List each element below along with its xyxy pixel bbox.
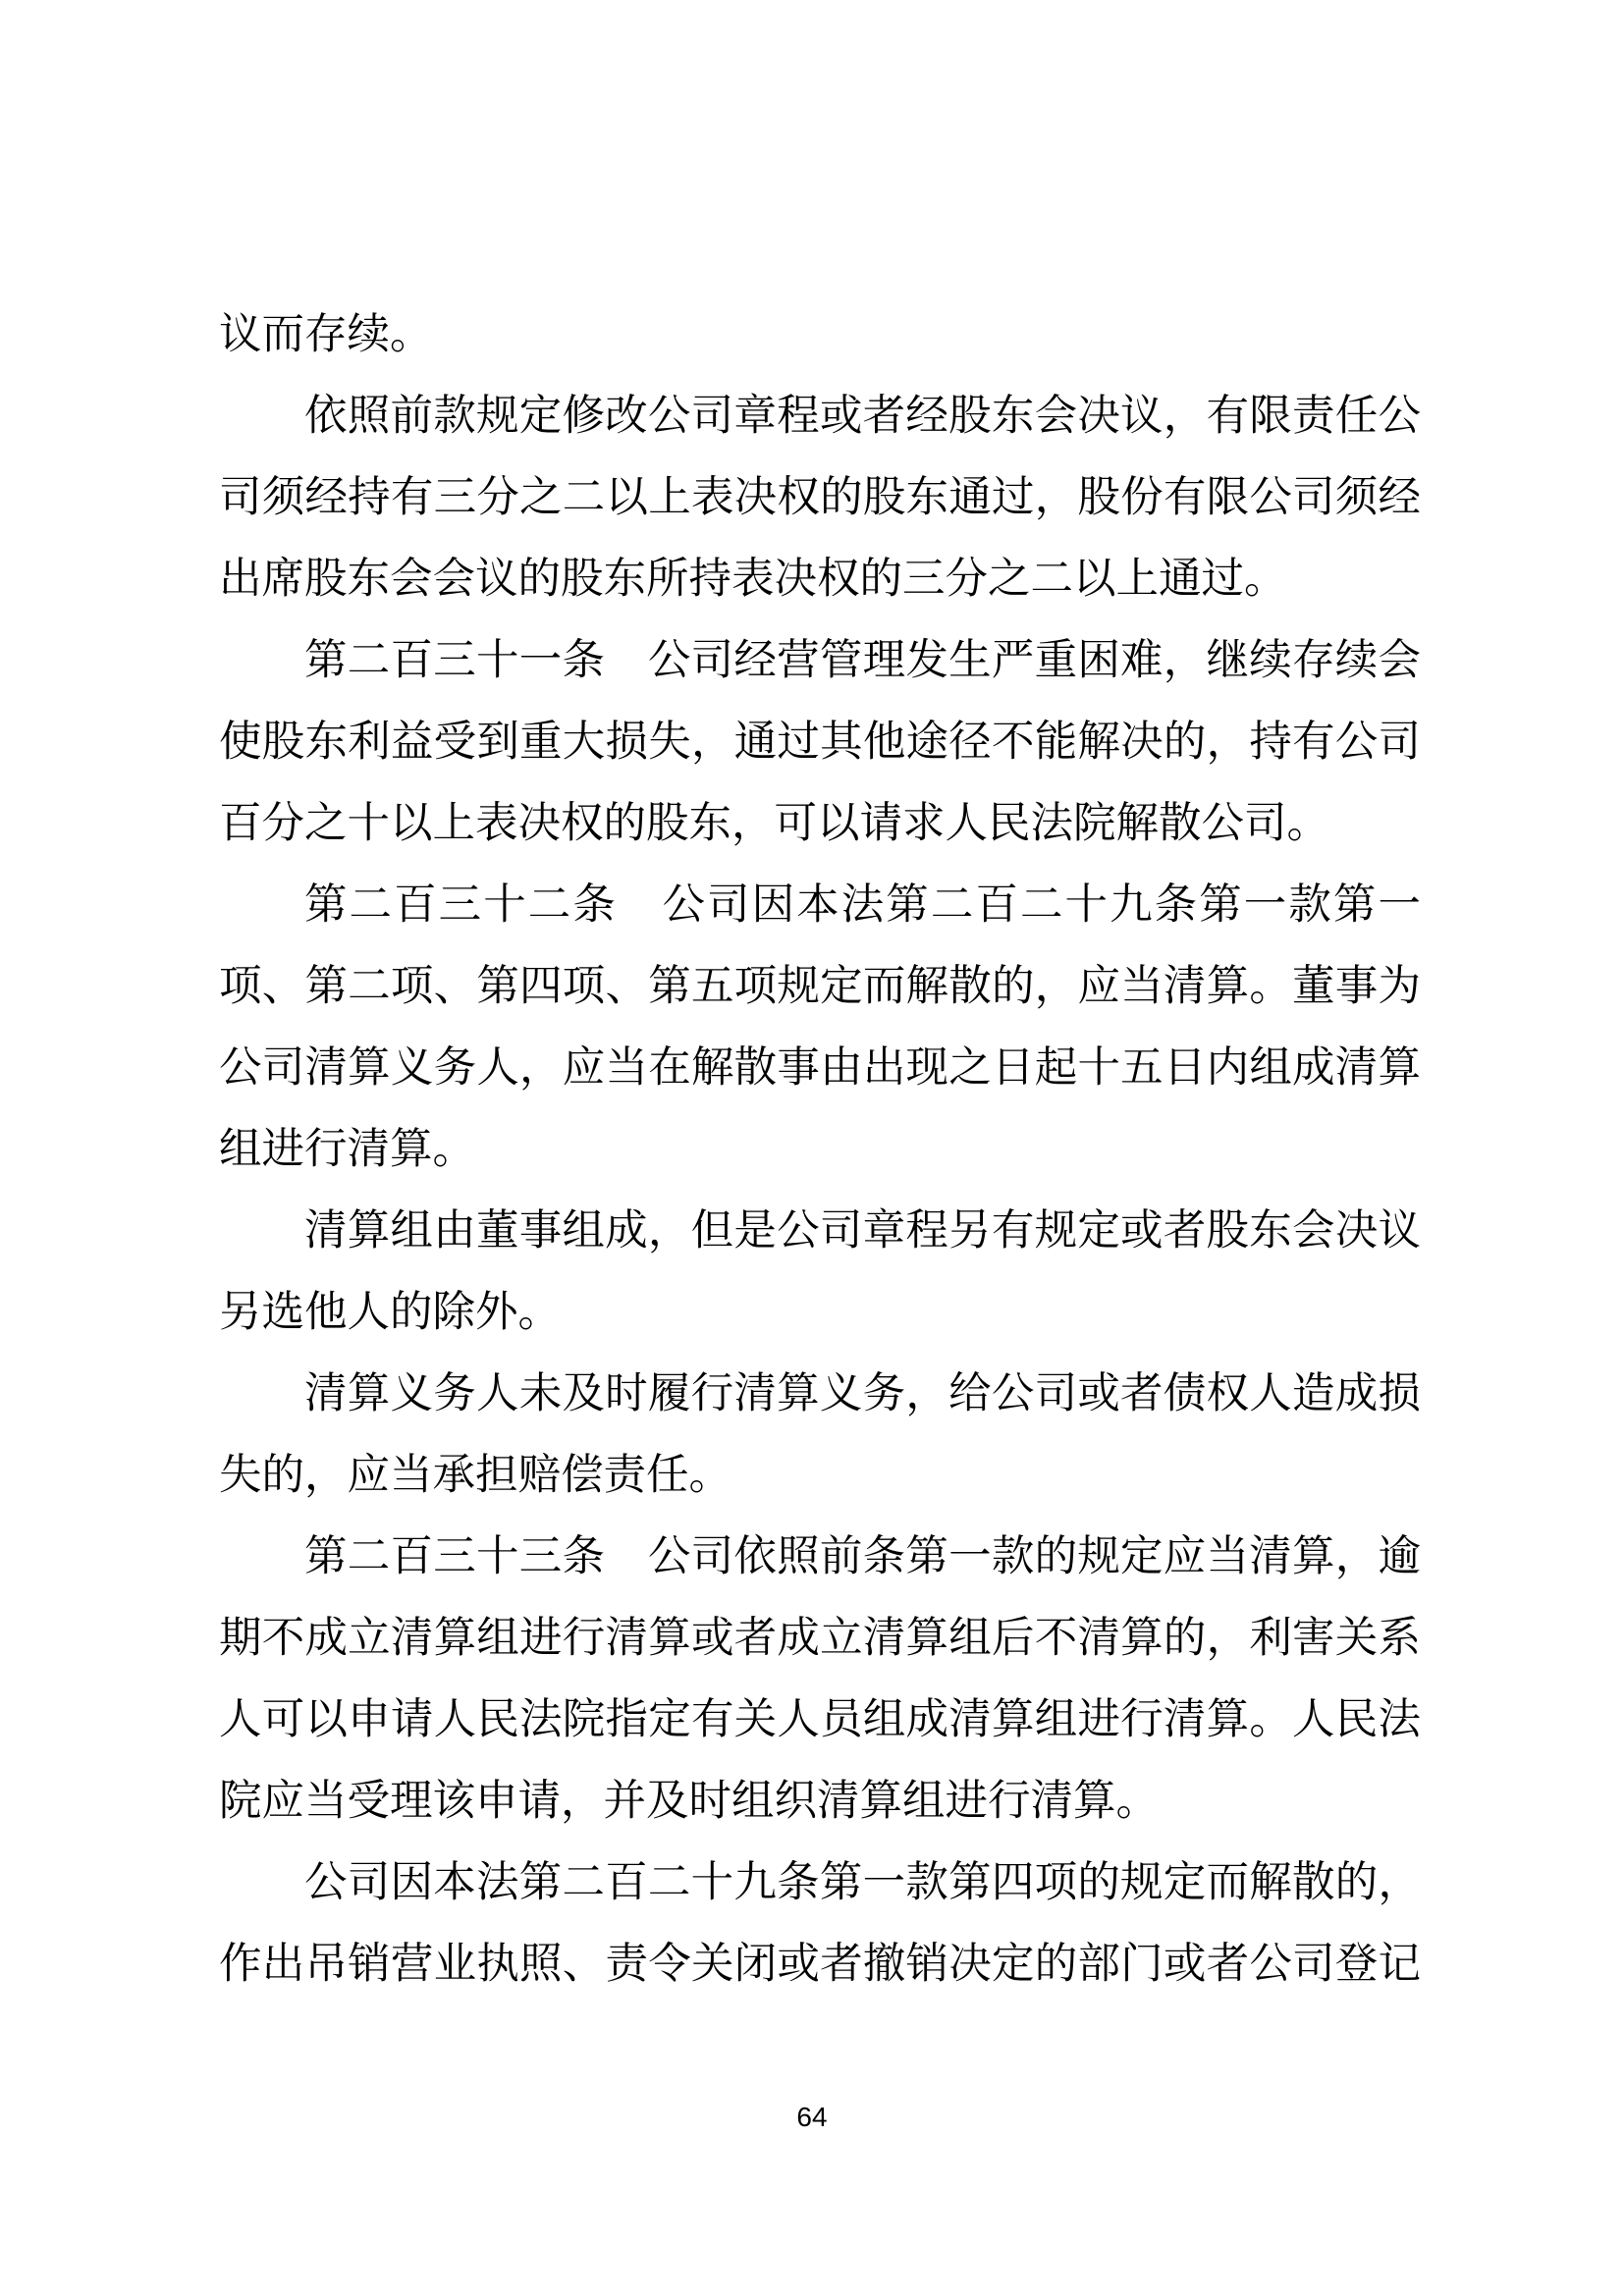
text-line: 公司因本法第二百二十九条第一款第四项的规定而解散的， [304,1859,1421,1906]
paragraph-amend-articles [219,376,1421,620]
page-number: 64 [796,2102,828,2132]
text-line: 百分之十以上表决权的股东，可以请求人民法院解散公司。 [219,800,1329,847]
paragraph-article-232-3 [219,1354,1421,1517]
text-line: 项、第二项、第四项、第五项规定而解散的，应当清算。董事为 [219,963,1421,1010]
text-line: 作出吊销营业执照、责令关闭或者撤销决定的部门或者公司登记 [219,1941,1421,1988]
paragraph-continuation [219,294,1421,376]
text-block [219,294,1421,2005]
text-line: 院应当受理该申请，并及时组织清算组进行清算。 [219,1778,1159,1825]
paragraph-article-232-1 [219,865,1421,1191]
text-line: 期不成立清算组进行清算或者成立清算组后不清算的，利害关系 [219,1615,1421,1662]
text-line: 清算组由董事组成，但是公司章程另有规定或者股东会决议 [304,1207,1421,1255]
text-line: 第二百三十二条 公司因本法第二百二十九条第一款第一 [304,881,1421,929]
text-line: 组进行清算。 [219,1126,475,1173]
text-line: 出席股东会会议的股东所持表决权的三分之二以上通过。 [219,556,1287,603]
text-line: 司须经持有三分之二以上表决权的股东通过，股份有限公司须经 [219,474,1421,521]
text-line: 第二百三十一条 公司经营管理发生严重困难，继续存续会 [304,637,1421,684]
text-line: 使股东利益受到重大损失，通过其他途径不能解决的，持有公司 [219,719,1421,766]
text-line: 议而存续。 [219,311,433,358]
text-line: 公司清算义务人，应当在解散事由出现之日起十五日内组成清算 [219,1044,1421,1092]
text-line: 人可以申请人民法院指定有关人员组成清算组进行清算。人民法 [219,1696,1421,1743]
text-line: 失的，应当承担赔偿责任。 [219,1452,731,1499]
paragraph-article-233-1 [219,1517,1421,1842]
text-line: 另选他人的除外。 [219,1289,561,1336]
text-line: 清算义务人未及时履行清算义务，给公司或者债权人造成损 [304,1370,1421,1417]
text-line: 第二百三十三条 公司依照前条第一款的规定应当清算，逾 [304,1533,1421,1580]
paragraph-article-233-2 [219,1842,1421,2005]
text-line: 依照前款规定修改公司章程或者经股东会决议，有限责任公 [304,393,1421,440]
paragraph-article-232-2 [219,1191,1421,1354]
paragraph-article-231 [219,620,1421,865]
